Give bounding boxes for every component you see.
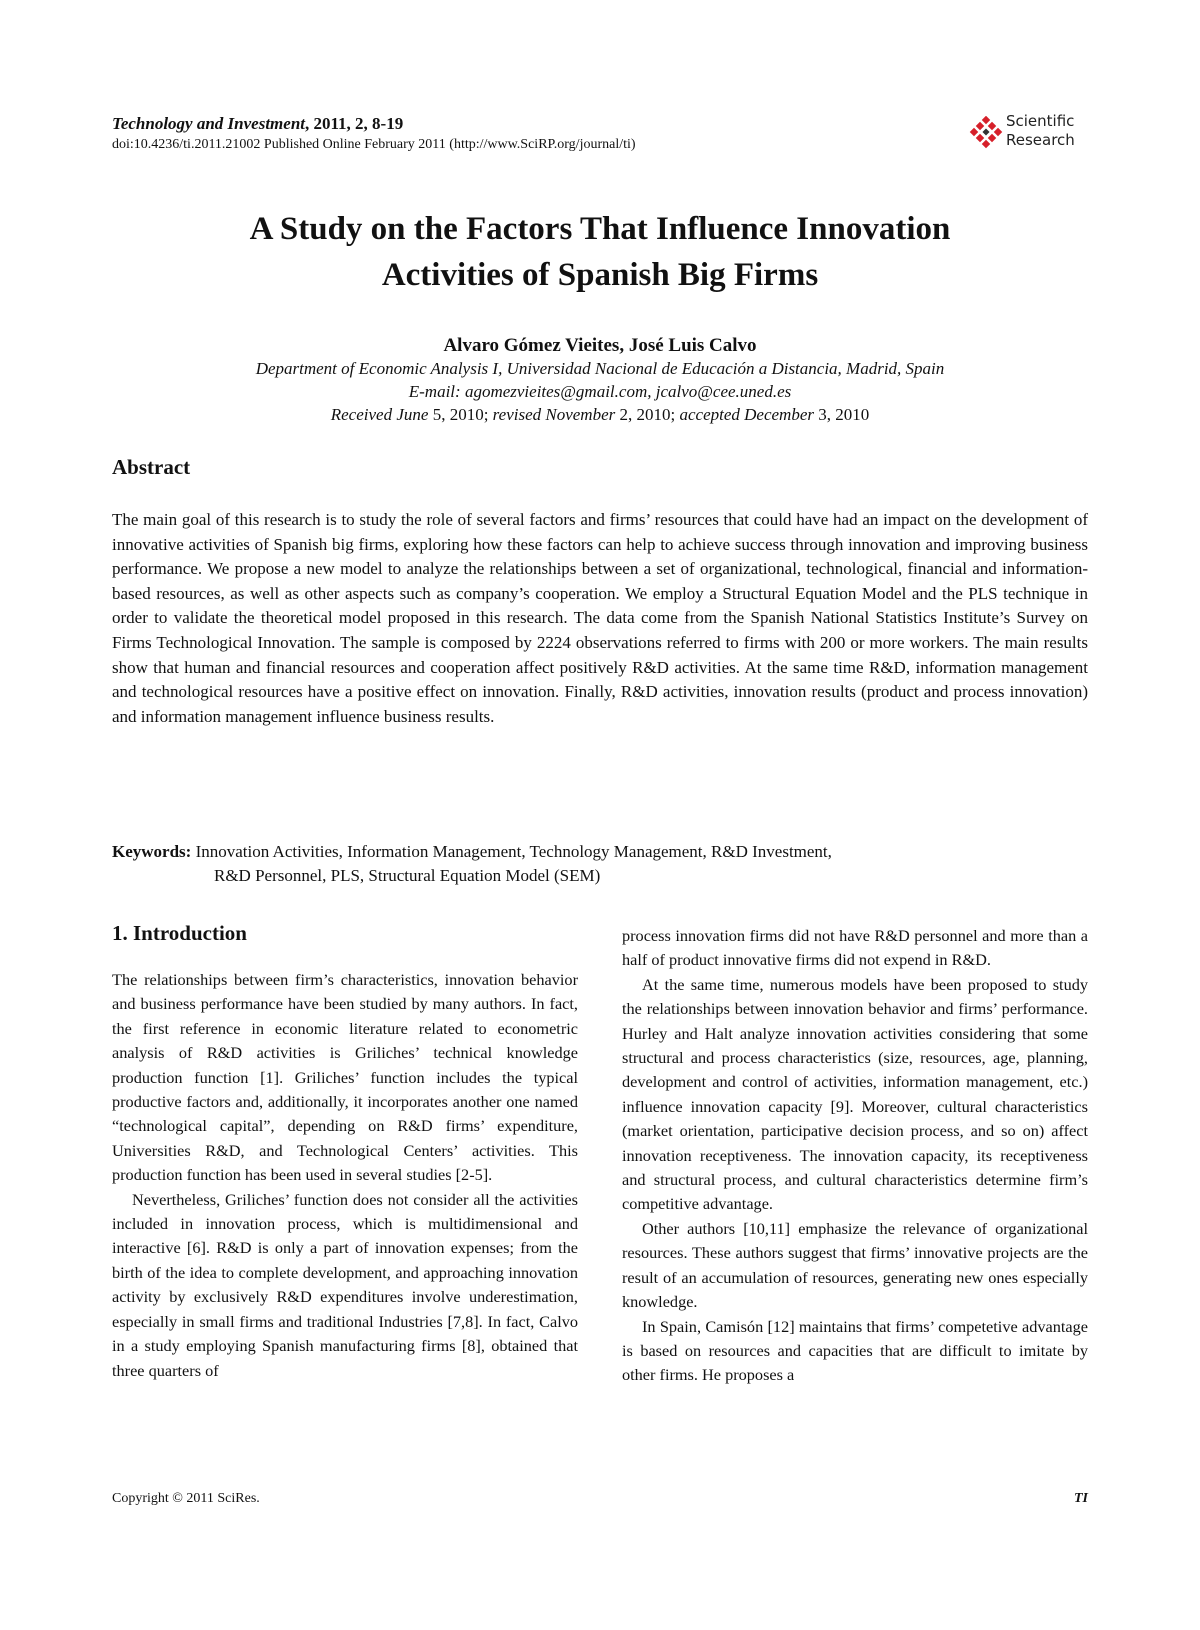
email-line — [112, 381, 1088, 403]
publisher-logo — [968, 112, 1088, 154]
keywords-line2: R&D Personnel, PLS, Structural Equation Model (SEM) — [214, 866, 601, 885]
revised-date: 2, 2010; — [615, 405, 680, 424]
paragraph: process innovation firms did not have R&D personnel and more than a half of product innovative firms did not expend in R&D. — [622, 926, 1088, 970]
authors: Alvaro Gómez Vieites, José Luis Calvo — [443, 335, 757, 356]
abstract-text: The main goal of this research is to study the role of several factors and firms’ resources that could have had an impact on the development of innovative activities of Spanish big firms, exploring how these factors can help to achieve success through innovation and improving business performance. We propose a new model to analyze the relationships between a set of organizational, technological, financial and information-based resources, as well as other aspects such as company’s cooperation. We employ a Structural Equation Model and the PLS technique in order to validate the theoretical model proposed in this research. The data come from the Spanish National Statistics Institute’s Survey on Firms Technological Innovation. The sample is composed by 2224 observations referred to firms with 200 or more workers. The main results show that human and financial resources and cooperation affect positively R&D activities. At the same time R&D, information management and technological resources have a positive effect on innovation. Finally, R&D activities, innovation results (product and process innovation) and information management influence business results. — [112, 510, 1088, 726]
logo-text-line1: Scientific — [1006, 112, 1075, 130]
paragraph: At the same time, numerous models have been proposed to study the relationships between innovation behavior and firms’ performance. Hurley and Halt analyze innovation activities considering that some structural and process characteristics (size, resources, age, planning, development and control of activities, information management, etc.) influence innovation capacity [9]. Moreover, cultural characteristics (market orientation, participative decision process, and so on) affect innovation receptiveness. The innovation capacity, its receptiveness and structural process, and cultural characteristics determine firm’s competitive advantage. — [622, 974, 1088, 1214]
copyright-footer: Copyright © 2011 SciRes. — [112, 1491, 260, 1506]
scientific-research-logo-icon — [968, 116, 1004, 150]
journal-citation — [112, 114, 403, 134]
logo-text — [1006, 112, 1075, 150]
received-dates — [112, 404, 1088, 426]
keywords-label: Keywords: — [112, 842, 192, 861]
paragraph: Nevertheless, Griliches’ function does not consider all the activities included in innovation process, which is multidimensional and interactive [6]. R&D is only a part of innovation expenses; from the birth of the idea to complete development, and approaching innovation activity by exclusively R&D expenditures involve underestimation, especially in small firms and traditional Industries [7,8]. In fact, Calvo in a study employing Spanish manufacturing firms [8], obtained that three quarters of — [112, 1189, 578, 1380]
paper-title-line1: A Study on the Factors That Influence Innovation — [249, 211, 951, 247]
journal-name: Technology and Investment — [112, 114, 305, 133]
accepted-date: 3, 2010 — [814, 405, 870, 424]
email-addresses: agomezvieites@gmail.com, jcalvo@cee.uned.es — [460, 382, 792, 401]
section-heading-introduction: 1. Introduction — [112, 921, 247, 945]
paper-title-line2: Activities of Spanish Big Firms — [381, 257, 819, 293]
keywords — [112, 840, 1088, 888]
received-label: Received June — [330, 405, 429, 424]
revised-label: revised November — [492, 405, 616, 424]
right-column — [622, 924, 1088, 1388]
paragraph: In Spain, Camisón [12] maintains that firms’ competetive advantage is based on resources and capacities that are difficult to imitate by other firms. He proposes a — [622, 1316, 1088, 1385]
doi-line: doi:10.4236/ti.2011.21002 Published Online February 2011 (http://www.SciRP.org/journal/ti) — [112, 137, 636, 152]
journal-volume: , 2011, 2, 8-19 — [305, 114, 404, 133]
page-footer-label: TI — [1074, 1491, 1088, 1506]
keywords-line1: Innovation Activities, Information Management, Technology Management, R&D Investment, — [191, 842, 832, 861]
paragraph: The relationships between firm’s characteristics, innovation behavior and business performance have been studied by many authors. In fact, the first reference in economic literature related to econometric analysis of R&D activities is Griliches’ technical knowledge production function [1]. Griliches’ function includes the typical productive factors and, additionally, it incorporates another one named “technological capital”, depending on R&D firms’ expenditure, Universities R&D, and Technological Centers’ activities. This production function has been used in several studies [2-5]. — [112, 970, 578, 1185]
affiliation: Department of Economic Analysis I, Universidad Nacional de Educación a Distancia, Madrid, Spain — [255, 359, 945, 378]
accepted-label: accepted December — [679, 405, 814, 424]
logo-text-line2: Research — [1006, 131, 1075, 149]
abstract-heading: Abstract — [112, 455, 191, 479]
email-label: E-mail: — [408, 382, 461, 401]
paper-title — [112, 206, 1088, 298]
paragraph: Other authors [10,11] emphasize the relevance of organizational resources. These authors suggest that firms’ innovative projects are the result of an accumulation of resources, generating new ones especially knowledge. — [622, 1218, 1088, 1312]
received-date: 5, 2010; — [428, 405, 493, 424]
left-column — [112, 920, 578, 1383]
